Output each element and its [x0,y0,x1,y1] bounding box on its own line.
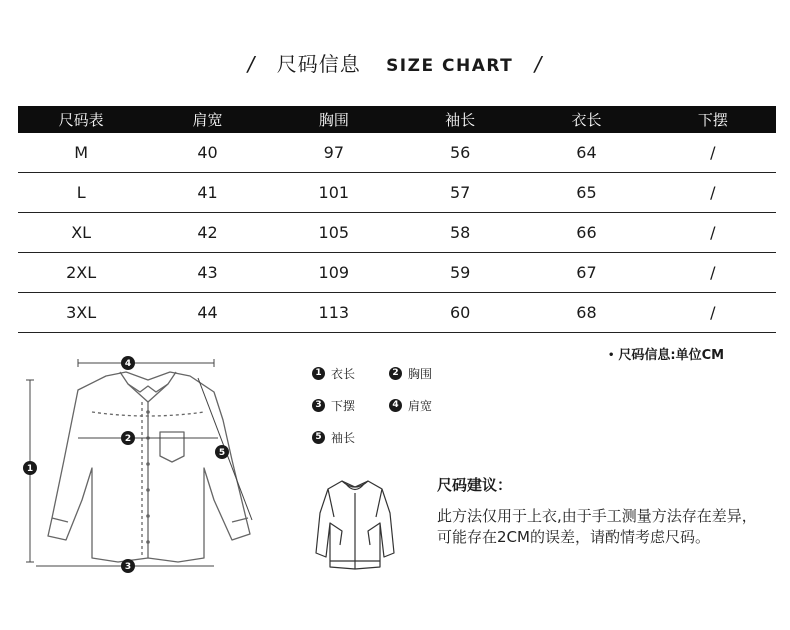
jacket-icon [312,473,398,573]
header-length: 衣长 [523,106,649,133]
table-cell: / [650,253,776,293]
marker-5-label: 5 [218,448,226,458]
table-cell: XL [18,213,144,253]
legend-label: 衣长 [331,367,356,381]
table-cell: 44 [144,293,270,333]
header-size: 尺码表 [18,106,144,133]
table-cell: 56 [397,133,523,173]
title-slash-left: / [247,52,256,76]
advice-text: 此方法仅用于上衣,由于手工测量方法存在差异，可能存在2CM的误差，请酌情考虑尺码。 [437,507,757,546]
title-chinese: 尺码信息 [276,52,361,76]
table-cell: 67 [523,253,649,293]
legend-item [312,397,355,414]
legend-number-icon: 2 [389,367,402,380]
table-cell: L [18,173,144,213]
table-cell: 3XL [18,293,144,333]
marker-4-label: 4 [124,359,132,369]
table-cell: 42 [144,213,270,253]
table-row [18,133,776,173]
table-cell: 59 [397,253,523,293]
table-cell: 105 [271,213,397,253]
legend-number-icon: 3 [312,399,325,412]
legend-label: 胸围 [408,367,433,381]
page-title [0,48,790,77]
table-cell: 60 [397,293,523,333]
legend-item [389,397,432,414]
header-shoulder: 肩宽 [144,106,270,133]
legend-item [312,429,355,446]
marker-1-label: 1 [26,464,34,474]
table-cell: / [650,293,776,333]
table-cell: 57 [397,173,523,213]
legend-number-icon: 1 [312,367,325,380]
legend-label: 肩宽 [408,399,433,413]
unit-note [608,344,724,363]
table-cell: 58 [397,213,523,253]
marker-3-label: 3 [124,562,132,572]
advice-title: 尺码建议： [437,476,513,494]
table-cell: 2XL [18,253,144,293]
bullet-icon: • [608,350,615,361]
shirt-diagram [18,350,280,580]
unit-note-text: 尺码信息:单位CM [618,348,725,363]
legend-label: 下摆 [331,399,356,413]
header-chest: 胸围 [271,106,397,133]
title-english: SIZE CHART [386,56,514,76]
header-hem: 下摆 [650,106,776,133]
table-cell: 113 [271,293,397,333]
marker-2-label: 2 [124,434,132,444]
table-cell: 109 [271,253,397,293]
table-cell: 43 [144,253,270,293]
header-sleeve: 袖长 [397,106,523,133]
table-cell: 41 [144,173,270,213]
table-cell: 101 [271,173,397,213]
table-cell: / [650,213,776,253]
title-slash-right: / [534,52,543,76]
legend-label: 袖长 [331,431,356,445]
legend-number-icon: 5 [312,431,325,444]
table-row [18,213,776,253]
table-cell: / [650,133,776,173]
table-cell: 97 [271,133,397,173]
table-cell: 66 [523,213,649,253]
table-row [18,253,776,293]
table-cell: 64 [523,133,649,173]
table-cell: 65 [523,173,649,213]
table-cell: 68 [523,293,649,333]
table-header-row [18,106,776,133]
legend-item [312,365,355,382]
legend-item [389,365,432,382]
table-cell: M [18,133,144,173]
table-row [18,173,776,213]
size-table [18,106,776,333]
table-row [18,293,776,333]
table-cell: 40 [144,133,270,173]
legend-number-icon: 4 [389,399,402,412]
table-cell: / [650,173,776,213]
